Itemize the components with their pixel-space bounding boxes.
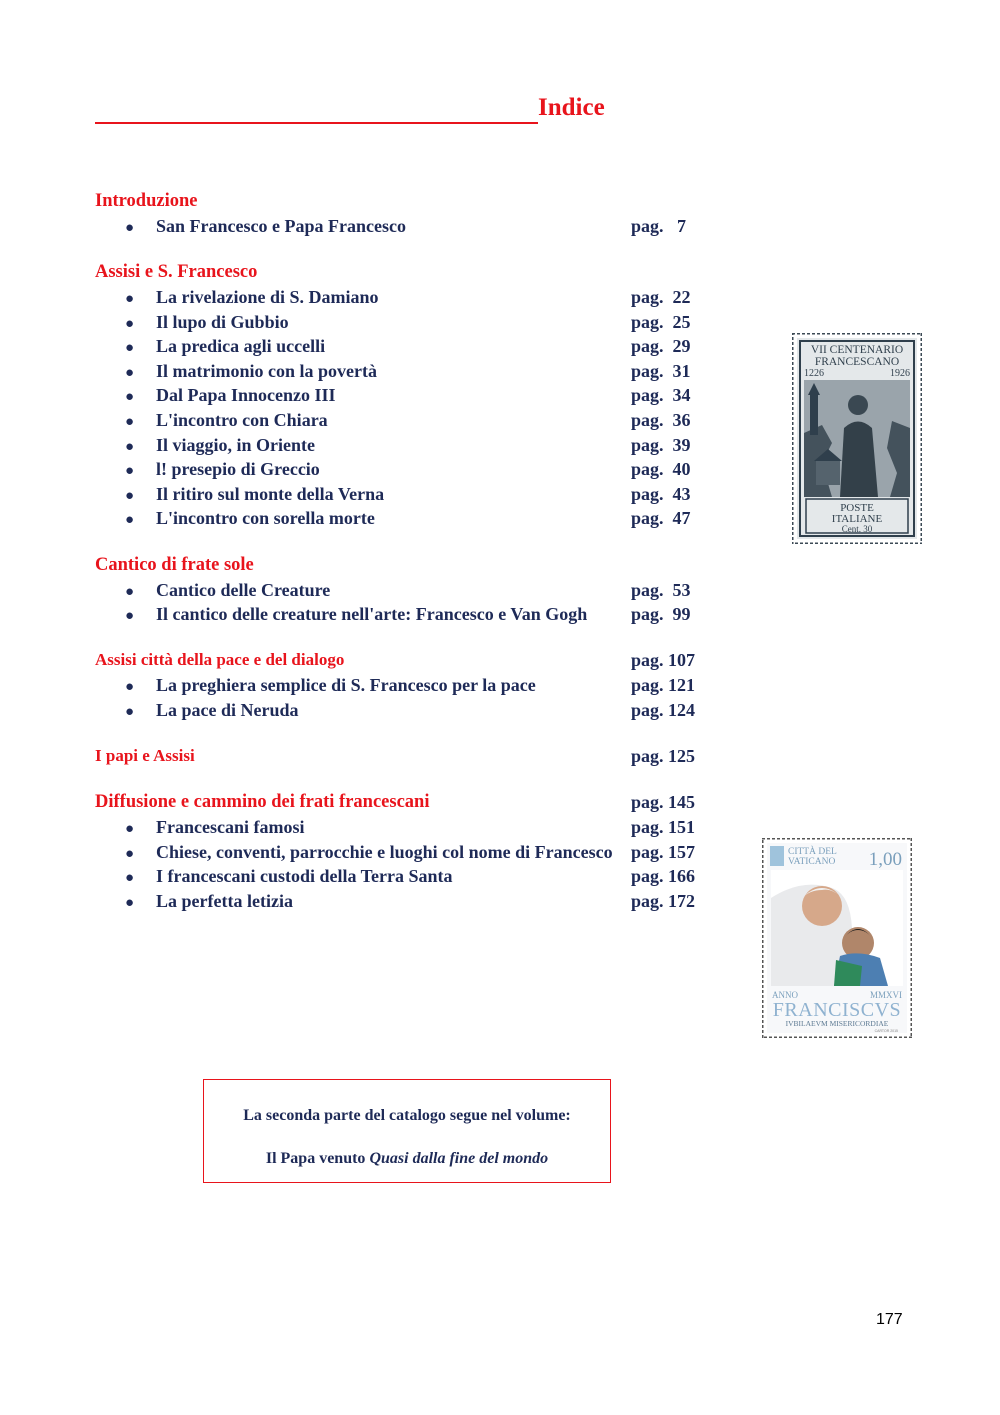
svg-text:IVBILAEVM MISERICORDIAE: IVBILAEVM MISERICORDIAE: [785, 1019, 889, 1028]
page-ref: pag. 34: [631, 385, 691, 405]
page-ref: pag. 31: [631, 361, 691, 381]
bullet-icon: ●: [125, 463, 135, 479]
page-ref: pag. 29: [631, 336, 691, 356]
page-ref: pag. 25: [631, 312, 691, 332]
stamp-vaticano-image: [762, 838, 912, 1038]
toc-item[interactable]: ● Il matrimonio con la povertà: [125, 361, 377, 381]
section-title-papi: I papi e Assisi: [95, 746, 195, 765]
page-ref: pag. 36: [631, 410, 691, 430]
page-ref: pag. 99: [631, 604, 691, 624]
toc-item[interactable]: ● L'incontro con Chiara: [125, 410, 328, 430]
svg-text:ITALIANE: ITALIANE: [831, 513, 883, 525]
section-title-cantico: Cantico di frate sole: [95, 555, 254, 575]
bullet-icon: ●: [125, 414, 135, 430]
section-title-diffusione: Diffusione e cammino dei frati francescani: [95, 792, 430, 812]
toc-item[interactable]: ● Il ritiro sul monte della Verna: [125, 484, 385, 504]
bullet-icon: ●: [125, 679, 135, 695]
page-ref: pag. 172: [631, 891, 696, 911]
continuation-note-box: [203, 1079, 611, 1183]
page-ref: pag. 7: [631, 216, 687, 236]
toc-item[interactable]: ● Il viaggio, in Oriente: [125, 435, 315, 455]
toc-item[interactable]: ● Dal Papa Innocenzo III: [125, 385, 336, 405]
toc-item[interactable]: ● La predica agli uccelli: [125, 336, 326, 356]
bullet-icon: ●: [125, 291, 135, 307]
svg-text:FRANCESCANO: FRANCESCANO: [814, 356, 900, 368]
page-number: 177: [876, 1311, 903, 1328]
bullet-icon: ●: [125, 704, 135, 720]
bullet-icon: ●: [125, 870, 135, 886]
page-ref: pag. 125: [631, 746, 696, 766]
section-title-intro: Introduzione: [95, 191, 198, 211]
page-ref: pag. 53: [631, 580, 691, 600]
section-title-assisi: Assisi e S. Francesco: [95, 262, 258, 282]
index-title-text: Indice: [538, 94, 605, 121]
page-ref: pag. 151: [631, 817, 696, 837]
bullet-icon: ●: [125, 220, 135, 236]
bullet-icon: ●: [125, 439, 135, 455]
svg-text:VII CENTENARIO: VII CENTENARIO: [810, 344, 904, 356]
toc-item[interactable]: ● La perfetta letizia: [125, 891, 293, 911]
bullet-icon: ●: [125, 608, 135, 624]
toc-item[interactable]: ● La pace di Neruda: [125, 700, 299, 720]
title-rule: [95, 122, 538, 124]
toc-item[interactable]: ● Cantico delle Creature: [125, 580, 331, 600]
toc-item[interactable]: ● La rivelazione di S. Damiano: [125, 287, 379, 307]
bullet-icon: ●: [125, 389, 135, 405]
section-title-pace: Assisi città della pace e del dialogo: [95, 650, 345, 669]
bullet-icon: ●: [125, 512, 135, 528]
svg-text:CITTÀ DEL: CITTÀ DEL: [788, 847, 837, 857]
page-ref: pag. 47: [631, 508, 691, 528]
index-title: [95, 92, 615, 128]
toc-item[interactable]: ● Chiese, conventi, parrocchie e luoghi col nome di Francesco: [125, 842, 613, 862]
svg-text:FRANCISCVS: FRANCISCVS: [772, 999, 902, 1021]
stamp-francescano-image: [792, 333, 922, 544]
toc-item[interactable]: ● Francescani famosi: [125, 817, 305, 837]
page-ref: pag. 157: [631, 842, 696, 862]
page-ref: pag. 145: [631, 792, 696, 812]
bullet-icon: ●: [125, 488, 135, 504]
toc-item[interactable]: ● L'incontro con sorella morte: [125, 508, 375, 528]
bullet-icon: ●: [125, 316, 135, 332]
page-ref: pag. 43: [631, 484, 691, 504]
svg-text:1,00: 1,00: [868, 849, 902, 870]
toc-item[interactable]: ● I francescani custodi della Terra Santa: [125, 866, 453, 886]
toc-item[interactable]: ● San Francesco e Papa Francesco: [125, 216, 406, 236]
page-ref: pag. 39: [631, 435, 691, 455]
bullet-icon: ●: [125, 340, 135, 356]
bullet-icon: ●: [125, 365, 135, 381]
page-ref: pag. 40: [631, 459, 691, 479]
page-ref: pag. 22: [631, 287, 691, 307]
svg-text:POSTE: POSTE: [840, 502, 874, 514]
svg-text:CARTOR 2015: CARTOR 2015: [874, 1029, 898, 1033]
bullet-icon: ●: [125, 821, 135, 837]
svg-text:1226: 1226: [804, 368, 824, 379]
bullet-icon: ●: [125, 584, 135, 600]
page-ref: pag. 124: [631, 700, 696, 720]
page-ref: pag. 107: [631, 650, 696, 670]
svg-text:VATICANO: VATICANO: [788, 857, 836, 867]
note-line-1: La seconda parte del catalogo segue nel volume:: [243, 1107, 571, 1124]
toc-item[interactable]: ● La preghiera semplice di S. Francesco per la pace: [125, 675, 536, 695]
bullet-icon: ●: [125, 846, 135, 862]
bullet-icon: ●: [125, 895, 135, 911]
note-line-2: Il Papa venuto Quasi dalla fine del mondo: [265, 1150, 549, 1167]
page-ref: pag. 166: [631, 866, 696, 886]
svg-text:ANNO: ANNO: [772, 990, 798, 1000]
page-ref: pag. 121: [631, 675, 696, 695]
svg-text:MMXVI: MMXVI: [869, 990, 902, 1000]
svg-text:Cent. 30: Cent. 30: [841, 524, 873, 534]
svg-text:1926: 1926: [890, 368, 910, 379]
toc-item[interactable]: ● Il cantico delle creature nell'arte: Francesco e Van Gogh: [125, 604, 588, 624]
toc-item[interactable]: ● Il lupo di Gubbio: [125, 312, 289, 332]
volume-title: Quasi dalla fine del mondo: [369, 1150, 549, 1167]
toc-item[interactable]: ● l! presepio di Greccio: [125, 459, 320, 479]
